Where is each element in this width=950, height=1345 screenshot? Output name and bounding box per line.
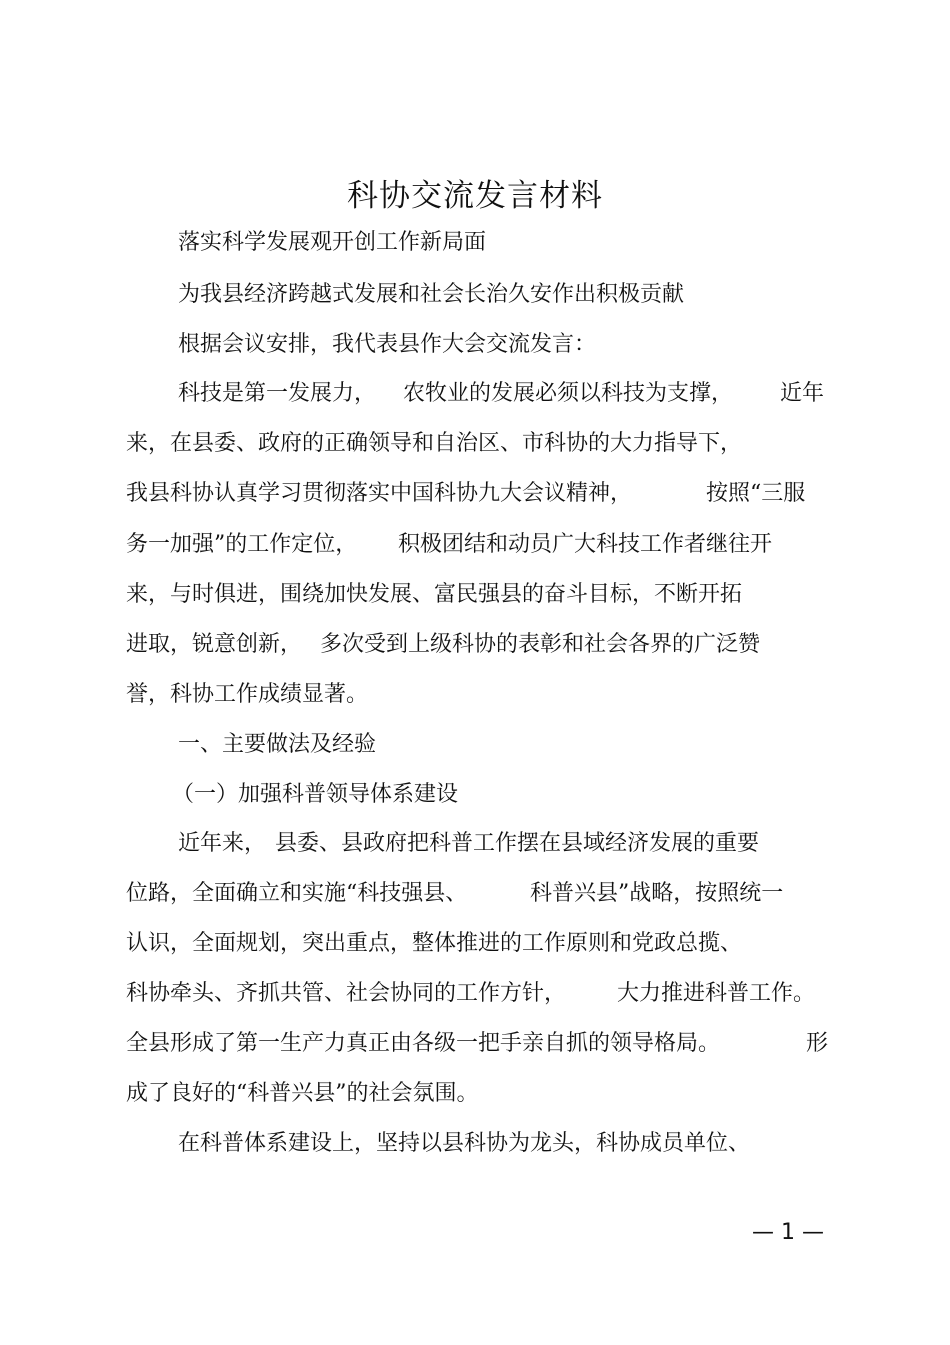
para1-line1-seg2: 农牧业的发展必须以科技为支撑， [403,381,734,406]
para1-line4-seg1: 务一加强”的工作定位， [126,532,358,557]
para2-line2-seg1: 位路，全面确立和实施“科技强县、 [126,881,468,906]
para3-line1: 在科普体系建设上，坚持以县科协为龙头，科协成员单位、 [178,1131,751,1156]
para2-line1-seg2: 县委、县政府把科普工作摆在县域经济发展的重要 [275,831,760,856]
para1-line6-seg2: 多次受到上级科协的表彰和社会各界的广泛赞 [320,632,761,657]
para2-line6: 成了良好的“科普兴县”的社会氛围。 [126,1081,479,1106]
para1-line1-seg3: 近年 [780,381,825,406]
para2-line4-seg2: 大力推进科普工作。 [617,981,816,1006]
subtitle-line-2: 为我县经济跨越式发展和社会长治久安作出积极贡献 [178,282,685,307]
subtitle-line-1: 落实科学发展观开创工作新局面 [178,230,487,255]
para1-line5: 来，与时俱进，围绕加快发展、富民强县的奋斗目标，不断开拓 [126,582,743,607]
para1-line6-seg1: 进取，锐意创新， [126,632,303,657]
subsection-heading-1: （一）加强科普领导体系建设 [172,782,459,807]
page-number: — 1 — [752,1220,824,1245]
para2-line2-seg2: 科普兴县”战略，按照统一 [530,881,784,906]
para1-line3-seg1: 我县科协认真学习贯彻落实中国科协九大会议精神， [126,481,633,506]
para2-line5-seg2: 形 [806,1031,829,1056]
para2-line4-seg1: 科协牵头、齐抓共管、社会协同的工作方针， [126,981,567,1006]
intro-line: 根据会议安排，我代表县作大会交流发言： [178,332,597,357]
para2-line3: 认识，全面规划，突出重点，整体推进的工作原则和党政总揽、 [126,931,743,956]
document-title: 科协交流发言材料 [347,178,603,214]
para1-line1-seg1: 科技是第一发展力， [178,381,377,406]
para2-line1-seg1: 近年来， [178,831,267,856]
para2-line5-seg1: 全县形成了第一生产力真正由各级一把手亲自抓的领导格局。 [126,1031,721,1056]
para1-line7: 誉，科协工作成绩显著。 [126,682,369,707]
section-heading-1: 一、主要做法及经验 [178,732,377,757]
para1-line3-seg2: 按照“三服 [706,481,806,506]
para1-line4-seg2: 积极团结和动员广大科技工作者继往开 [398,532,773,557]
para1-line2: 来，在县委、政府的正确领导和自治区、市科协的大力指导下， [126,431,743,456]
